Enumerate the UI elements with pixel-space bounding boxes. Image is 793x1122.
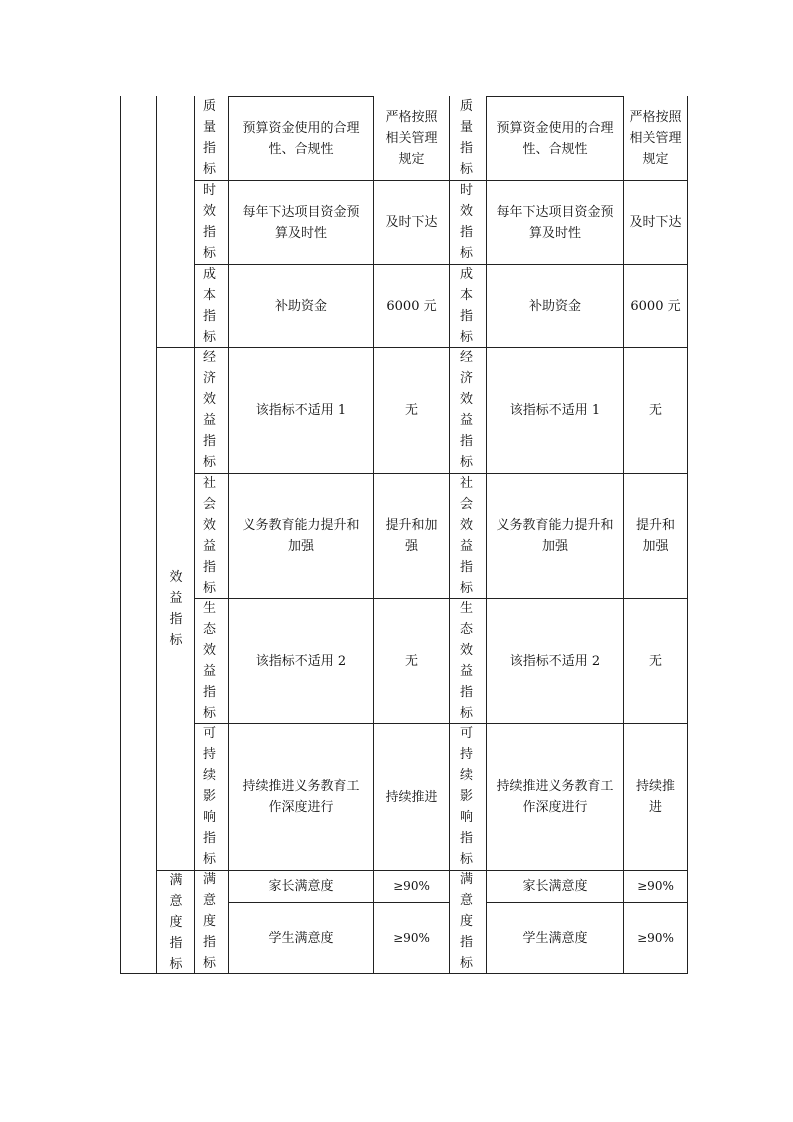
group-label-text: 满意度指标 <box>169 872 183 972</box>
content-cell: 持续推进义务教育工作深度进行 <box>242 779 360 815</box>
value-cell: ≥90% <box>637 930 674 945</box>
indicator-text: 生态效益指标 <box>202 600 216 721</box>
indicator-cell <box>197 180 222 264</box>
indicator-text: 可持续影响指标 <box>459 726 473 867</box>
group-label-benefit <box>162 348 190 870</box>
indicator-cell <box>454 473 479 598</box>
content-cell: 每年下达项目资金预算及时性 <box>496 204 614 241</box>
value-cell: 持续推进 <box>635 779 675 815</box>
content-cell: 义务教育能力提升和加强 <box>242 518 360 554</box>
indicator-text: 经济效益指标 <box>202 350 216 470</box>
indicator-cell <box>454 264 479 347</box>
content-cell: 学生满意度 <box>268 930 334 946</box>
indicator-text: 满意度指标 <box>459 872 473 971</box>
indicator-text: 时效指标 <box>459 183 473 261</box>
indicator-text: 社会效益指标 <box>202 475 216 596</box>
indicator-cell <box>197 96 222 180</box>
value-cell: 及时下达 <box>385 215 438 230</box>
indicator-cell <box>197 870 222 973</box>
indicator-text: 质量指标 <box>459 99 473 177</box>
value-cell: 提升和加强 <box>385 518 438 554</box>
content-cell: 学生满意度 <box>522 930 588 946</box>
value-cell: ≥90% <box>393 879 430 893</box>
indicator-text: 质量指标 <box>202 99 216 177</box>
content-cell: 每年下达项目资金预算及时性 <box>242 204 360 241</box>
indicator-text: 满意度指标 <box>202 872 216 971</box>
content-cell: 预算资金使用的合理性、合规性 <box>242 120 360 157</box>
content-cell: 补助资金 <box>528 298 581 314</box>
value-cell: 无 <box>648 403 662 418</box>
value-cell: 及时下达 <box>629 215 682 230</box>
indicator-cell <box>454 723 479 870</box>
content-cell: 该指标不适用 1 <box>255 403 347 418</box>
indicator-cell <box>197 473 222 598</box>
indicator-text: 时效指标 <box>202 183 216 261</box>
content-cell: 该指标不适用 2 <box>255 653 347 669</box>
value-cell: 严格按照相关管理规定 <box>385 110 438 167</box>
value-cell: 持续推进 <box>385 789 438 805</box>
content-cell: 预算资金使用的合理性、合规性 <box>496 120 614 157</box>
indicator-cell <box>454 347 479 473</box>
content-cell: 持续推进义务教育工作深度进行 <box>496 779 614 815</box>
grid-line <box>156 96 157 973</box>
indicator-cell <box>197 264 222 347</box>
grid-line <box>194 96 195 973</box>
content-cell: 该指标不适用 2 <box>509 653 601 669</box>
indicator-text: 成本指标 <box>202 266 216 345</box>
indicator-text: 可持续影响指标 <box>202 726 216 867</box>
indicator-text: 生态效益指标 <box>459 600 473 721</box>
value-cell: 无 <box>648 653 662 669</box>
content-cell: 义务教育能力提升和加强 <box>496 518 614 554</box>
group-label-satisfaction <box>162 871 190 973</box>
indicator-text: 经济效益指标 <box>459 350 473 470</box>
content-cell: 家长满意度 <box>522 879 588 894</box>
group-label-text: 效益指标 <box>169 570 183 648</box>
content-cell: 补助资金 <box>274 298 327 314</box>
indicator-cell <box>197 723 222 870</box>
value-cell: 严格按照相关管理规定 <box>629 110 682 167</box>
value-cell: 6000 元 <box>630 298 681 314</box>
indicator-text: 成本指标 <box>459 266 473 345</box>
indicator-text: 社会效益指标 <box>459 475 473 596</box>
value-cell: 无 <box>404 653 418 669</box>
grid-line <box>687 96 688 973</box>
value-cell: 提升和加强 <box>635 518 675 554</box>
indicator-cell <box>454 96 479 180</box>
indicator-cell <box>197 347 222 473</box>
value-cell: ≥90% <box>393 930 430 945</box>
value-cell: 6000 元 <box>386 298 437 314</box>
grid-line <box>120 96 121 973</box>
value-cell: 无 <box>404 403 418 418</box>
content-cell: 该指标不适用 1 <box>509 403 601 418</box>
indicator-cell <box>454 180 479 264</box>
grid-line <box>449 96 450 973</box>
indicator-cell <box>454 870 479 973</box>
content-cell: 家长满意度 <box>268 879 334 894</box>
value-cell: ≥90% <box>637 879 674 893</box>
indicator-cell <box>197 598 222 723</box>
indicator-cell <box>454 598 479 723</box>
